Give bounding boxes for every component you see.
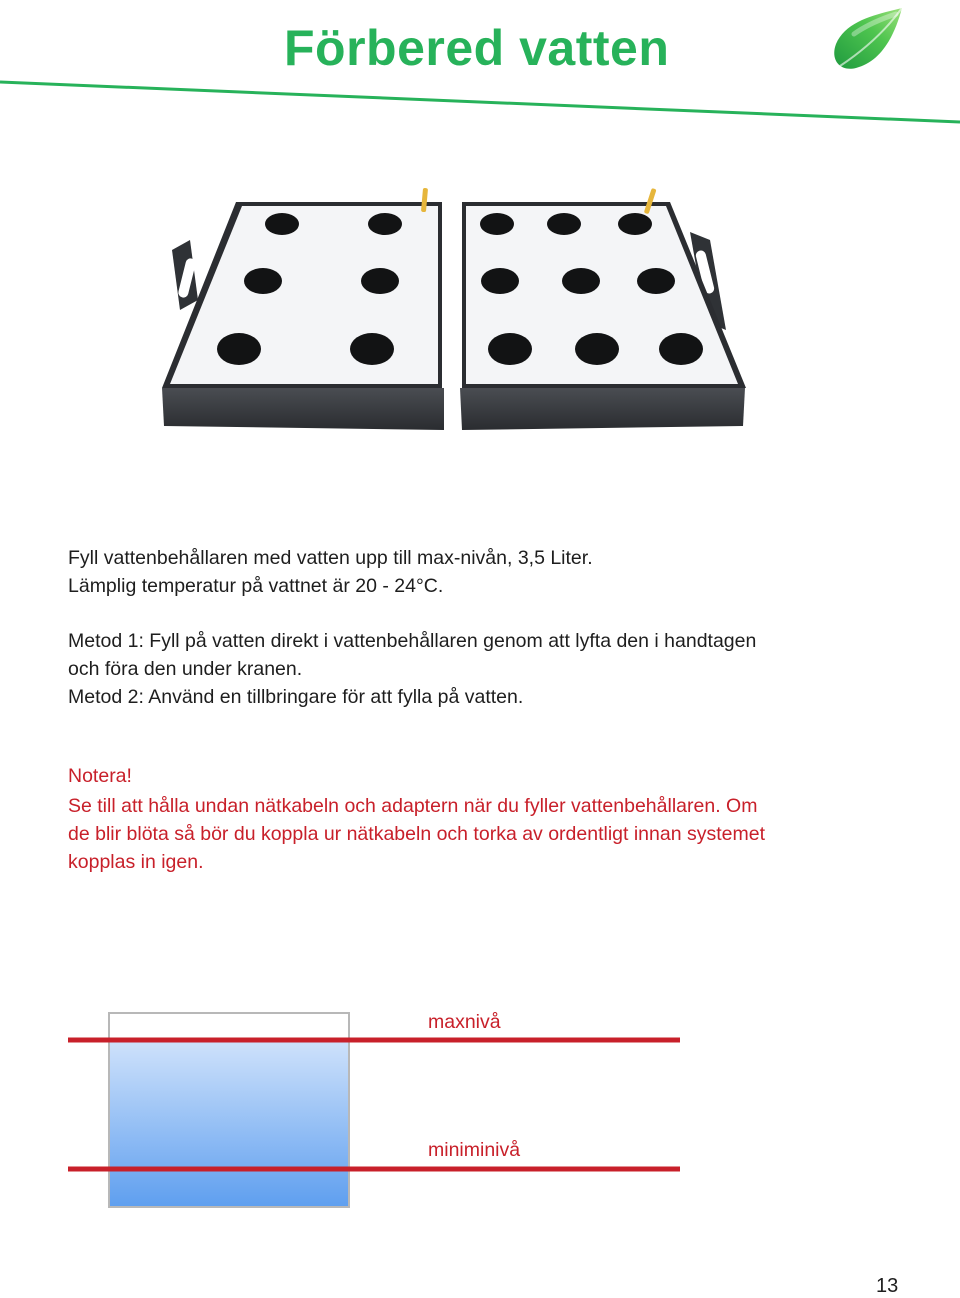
water-level-diagram <box>60 1000 700 1220</box>
method-2-line: Metod 2: Använd en tillbringare för att fylla på vatten. <box>68 686 524 708</box>
right-tray <box>460 188 746 430</box>
header-divider <box>0 76 960 126</box>
min-level-label: miniminivå <box>428 1139 521 1161</box>
method-1-line-2: och föra den under kranen. <box>68 658 303 680</box>
page-title: Förbered vatten <box>284 20 670 76</box>
note-line-1: Se till att hålla undan nätkabeln och adaptern när du fyller vattenbehållaren. Om <box>68 795 758 817</box>
note-heading: Notera! <box>68 765 132 787</box>
page-number: 13 <box>876 1275 899 1297</box>
max-level-label: maxnivå <box>428 1011 501 1033</box>
note-line-3: kopplas in igen. <box>68 851 204 873</box>
intro-line-1: Fyll vattenbehållaren med vatten upp till max-nivån, 3,5 Liter. <box>68 547 593 569</box>
note-line-2: de blir blöta så bör du koppla ur nätkabeln och torka av ordentligt innan systemet <box>68 823 766 845</box>
green-leaf-icon <box>828 4 908 76</box>
intro-line-2: Lämplig temperatur på vattnet är 20 - 24°C. <box>68 575 444 597</box>
left-tray <box>162 188 444 430</box>
method-1-line-1: Metod 1: Fyll på vatten direkt i vattenbehållaren genom att lyfta den i handtagen <box>68 630 757 652</box>
planter-trays-image <box>150 180 760 440</box>
